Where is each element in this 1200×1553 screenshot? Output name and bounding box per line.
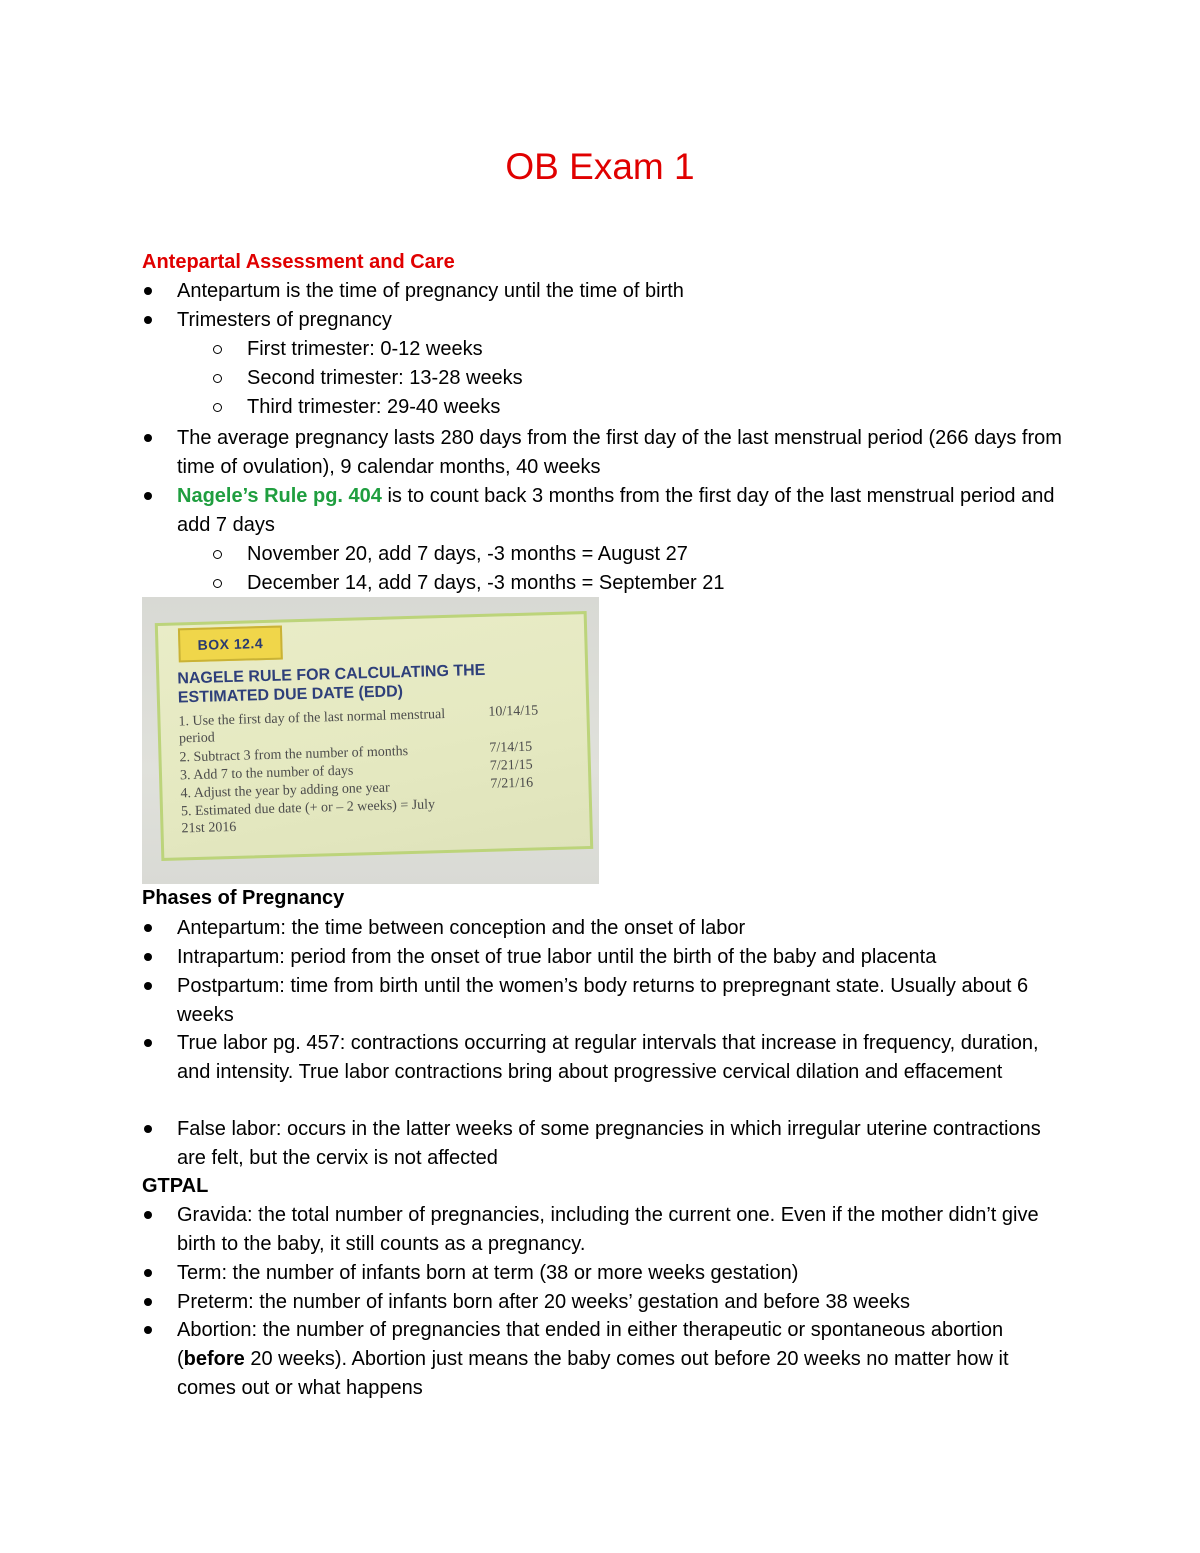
box-step: 5. Estimated due date (+ or – 2 weeks) = July 21st 2016	[180, 797, 436, 837]
textbook-box	[155, 611, 593, 861]
section-heading-gtpal: GTPAL	[142, 1175, 209, 1197]
sub-bullet-item: November 20, add 7 days, -3 months = August 27	[247, 540, 1067, 569]
bullet-item	[177, 482, 1067, 540]
box-step-value: 7/14/15	[489, 739, 533, 756]
bullet-item	[177, 1316, 1067, 1403]
nagele-rule-reference: Nagele’s Rule pg. 404	[177, 485, 382, 507]
bullet-item: Trimesters of pregnancy	[177, 306, 1067, 335]
nagele-rule-photo	[142, 597, 599, 884]
bullet-item: Postpartum: time from birth until the women’s body returns to prepregnant state. Usually about 6 weeks	[177, 972, 1067, 1030]
sub-bullet-item: Third trimester: 29-40 weeks	[247, 393, 1067, 422]
bullet-text: is to count back 3 months from the first day of the last menstrual period and add 7 days	[177, 485, 1055, 536]
box-title: NAGELE RULE FOR CALCULATING THE ESTIMATED DUE DATE (EDD)	[177, 661, 486, 707]
sub-bullet-item: Second trimester: 13-28 weeks	[247, 364, 1067, 393]
page-title: OB Exam 1	[505, 146, 695, 187]
bullet-text: 20 weeks). Abortion just means the baby comes out before 20 weeks no matter how it comes out or what happens	[177, 1348, 1009, 1399]
box-label: BOX 12.4	[178, 626, 283, 663]
bullet-item: Intrapartum: period from the onset of true labor until the birth of the baby and placenta	[177, 943, 1067, 972]
bullet-text: Abortion: the number of pregnancies that ended in either therapeutic or spontaneous abortion (	[177, 1319, 1004, 1370]
box-step-value: 7/21/16	[490, 775, 534, 792]
bullet-item: Antepartum is the time of pregnancy until the time of birth	[177, 277, 1067, 306]
bullet-item: False labor: occurs in the latter weeks of some pregnancies in which irregular uterine contractions are felt, but the cervix is not affected	[177, 1115, 1067, 1173]
box-step: 1. Use the first day of the last normal menstrual period	[178, 707, 446, 747]
box-step-value: 10/14/15	[488, 703, 539, 720]
bullet-item: Preterm: the number of infants born after 20 weeks’ gestation and before 38 weeks	[177, 1288, 1067, 1317]
box-step: 3. Add 7 to the number of days	[179, 763, 354, 784]
sub-bullet-item: First trimester: 0-12 weeks	[247, 335, 1067, 364]
emphasis-before: before	[183, 1348, 245, 1370]
box-step: 4. Adjust the year by adding one year	[180, 780, 390, 802]
bullet-item: True labor pg. 457: contractions occurring at regular intervals that increase in frequency, duration, and intensity. True labor contractions bring about progressive cervical dilation and effacement	[177, 1029, 1067, 1087]
bullet-item: The average pregnancy lasts 280 days from the first day of the last menstrual period (266 days from time of ovulation), 9 calendar months, 40 weeks	[177, 424, 1067, 482]
bullet-item: Term: the number of infants born at term (38 or more weeks gestation)	[177, 1259, 1067, 1288]
bullet-item: Antepartum: the time between conception and the onset of labor	[177, 914, 1067, 943]
section-heading-antepartal: Antepartal Assessment and Care	[142, 251, 455, 273]
bullet-item: Gravida: the total number of pregnancies, including the current one. Even if the mother didn’t give birth to the baby, it still counts as a pregnancy.	[177, 1201, 1067, 1259]
box-step: 2. Subtract 3 from the number of months	[179, 744, 409, 766]
sub-bullet-item: December 14, add 7 days, -3 months = September 21	[247, 569, 1067, 598]
box-step-value: 7/21/15	[489, 757, 533, 774]
section-heading-phases: Phases of Pregnancy	[142, 887, 345, 909]
